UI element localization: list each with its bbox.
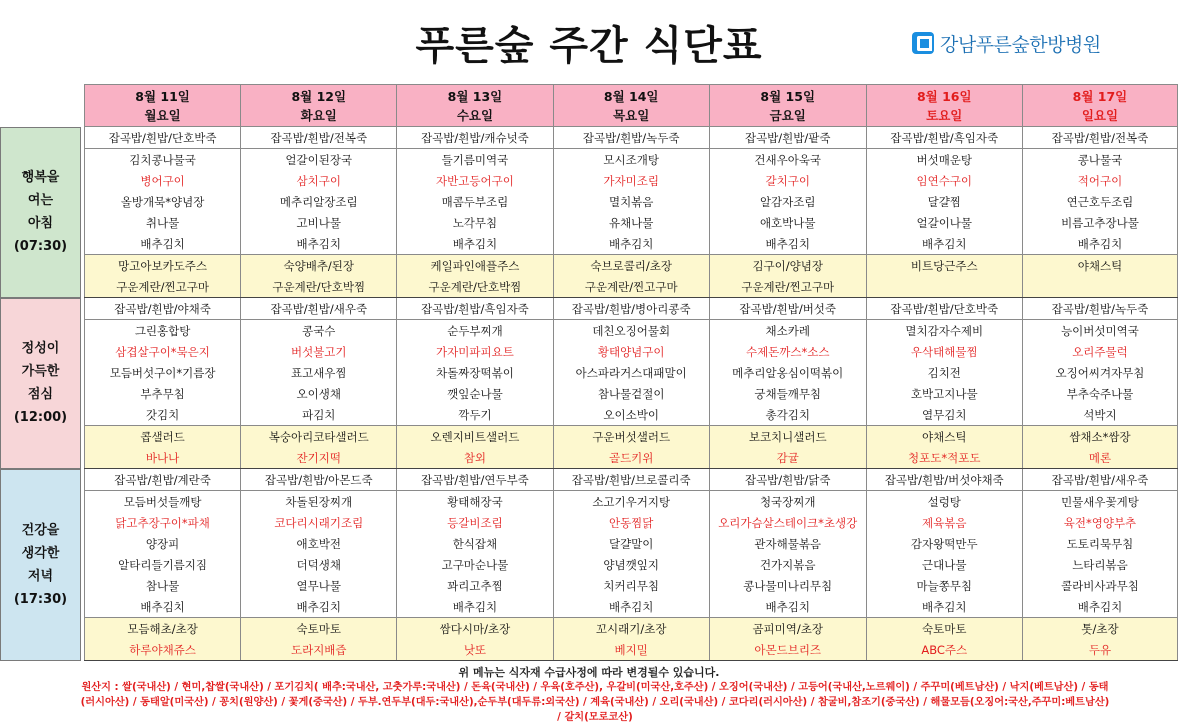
hospital-logo-icon: [912, 32, 934, 54]
menu-cell: 민물새우꽃게탕: [1022, 491, 1177, 513]
day-weekday: 토요일: [926, 107, 963, 123]
menu-cell: 숙토마토: [241, 618, 397, 640]
menu-cell: 자반고등어구이: [397, 170, 553, 191]
meal-label-line: 생각한: [21, 545, 60, 561]
menu-cell: 콩나물국: [1022, 149, 1177, 171]
menu-cell: ABC주스: [866, 639, 1022, 661]
menu-cell: 쌈다시마/초장: [397, 618, 553, 640]
menu-cell: 모시조개탕: [553, 149, 709, 171]
menu-cell: 잡곡밥/흰밥/새우죽: [241, 298, 397, 320]
day-weekday: 일요일: [1081, 107, 1119, 123]
meal-label-line: (17:30): [13, 591, 68, 607]
breakfast-label: [0, 127, 81, 298]
menu-cell: 육전*영양부추: [1022, 512, 1177, 533]
menu-cell: 능이버섯미역국: [1022, 320, 1177, 342]
menu-cell: 도토리묵무침: [1022, 533, 1177, 554]
meal-label-line: 아침: [27, 216, 54, 231]
menu-cell: 등갈비조림: [397, 512, 553, 533]
menu-cell: 그린홍합탕: [85, 320, 241, 342]
menu-cell: 아스파라거스대패말이: [553, 362, 709, 383]
breakfast-row-2: [85, 170, 1178, 191]
lunch-row-6: [85, 426, 1178, 448]
menu-cell: 구운계란/찐고구마: [709, 276, 866, 298]
menu-cell: 양념깻잎지: [553, 554, 709, 575]
breakfast-row-1: [85, 149, 1178, 171]
lunch-row-3: [85, 362, 1178, 383]
menu-cell: 설렁탕: [866, 491, 1022, 513]
meal-label-line: 여는: [27, 193, 54, 208]
menu-cell: 차돌된장찌개: [241, 491, 397, 513]
menu-cell: 구운계란/찐고구마: [553, 276, 709, 298]
menu-cell: 얼갈이된장국: [241, 149, 397, 171]
menu-cell: 알타리들기름지짐: [85, 554, 241, 575]
menu-cell: 멸치볶음: [553, 191, 709, 212]
meal-label-line: 정성이: [21, 341, 60, 356]
menu-cell: 가자미파피요트: [397, 341, 553, 362]
menu-cell: 배추김치: [85, 596, 241, 618]
dinner-row-2: [85, 512, 1178, 533]
meal-label-line: (12:00): [13, 410, 68, 425]
weekly-menu-table: [84, 84, 1178, 661]
menu-cell: 배추김치: [241, 596, 397, 618]
menu-cell: 아몬드브리즈: [709, 639, 866, 661]
day-date: 8월 17일: [1072, 88, 1128, 104]
menu-cell: 케일파인애플주스: [397, 255, 553, 277]
menu-cell: 부추숙주나물: [1022, 383, 1177, 404]
menu-cell: 배추김치: [866, 233, 1022, 255]
menu-cell: 소고기우거지탕: [553, 491, 709, 513]
menu-cell: 오렌지비트샐러드: [397, 426, 553, 448]
menu-cell: 모듬해초/초장: [85, 618, 241, 640]
menu-cell: 배추김치: [397, 596, 553, 618]
menu-cell: 배추김치: [397, 233, 553, 255]
menu-cell: 망고아보카도주스: [85, 255, 241, 277]
dinner-row-7: [85, 618, 1178, 640]
dinner-row-0: [85, 469, 1178, 491]
menu-cell: 닭고추장구이*파채: [85, 512, 241, 533]
lunch-row-2: [85, 341, 1178, 362]
menu-cell: 오리가슴살스테이크*초생강: [709, 512, 866, 533]
menu-cell: 잡곡밥/흰밥/버섯죽: [709, 298, 866, 320]
meal-label-line: 행복을: [21, 170, 60, 185]
menu-cell: 오이소박이: [553, 404, 709, 426]
menu-cell: 청국장찌개: [709, 491, 866, 513]
meal-label-line: 건강을: [21, 522, 60, 538]
menu-cell: 병어구이: [85, 170, 241, 191]
menu-cell: 잡곡밥/흰밥/녹두죽: [553, 127, 709, 149]
menu-cell: 김치전: [866, 362, 1022, 383]
menu-cell: 비름고추장나물: [1022, 212, 1177, 233]
menu-cell: 갓김치: [85, 404, 241, 426]
day-date: 8월 15일: [760, 88, 816, 104]
menu-cell: 김치콩나물국: [85, 149, 241, 171]
dinner-row-1: [85, 491, 1178, 513]
day-header-1: [241, 85, 397, 127]
menu-cell: [866, 276, 1022, 298]
lunch-row-5: [85, 404, 1178, 426]
menu-cell: 총각김치: [709, 404, 866, 426]
menu-cell: 하루야채쥬스: [85, 639, 241, 661]
menu-cell: 잡곡밥/흰밥/브로콜리죽: [553, 469, 709, 491]
day-header-5: [866, 85, 1022, 127]
menu-cell: [1022, 276, 1177, 298]
menu-cell: 삼겹살구이*묵은지: [85, 341, 241, 362]
change-notice: 위 메뉴는 식자재 수급사정에 따라 변경될수 있습니다.: [458, 666, 720, 679]
dinner-row-4: [85, 554, 1178, 575]
menu-cell: 버섯매운탕: [866, 149, 1022, 171]
menu-cell: 잡곡밥/흰밥/닭죽: [709, 469, 866, 491]
menu-cell: 콩나물미나리무침: [709, 575, 866, 596]
menu-cell: 콩국수: [241, 320, 397, 342]
menu-cell: 데친오징어물회: [553, 320, 709, 342]
day-date: 8월 16일: [916, 88, 972, 104]
menu-cell: 감자왕떡만두: [866, 533, 1022, 554]
menu-cell: 취나물: [85, 212, 241, 233]
menu-cell: 구운버섯샐러드: [553, 426, 709, 448]
menu-cell: 채소카레: [709, 320, 866, 342]
menu-cell: 배추김치: [241, 233, 397, 255]
menu-cell: 오징어씨겨자무침: [1022, 362, 1177, 383]
menu-cell: 잡곡밥/흰밥/단호박죽: [85, 127, 241, 149]
menu-cell: 안동찜닭: [553, 512, 709, 533]
menu-cell: 마늘쫑무침: [866, 575, 1022, 596]
menu-cell: 치커리무침: [553, 575, 709, 596]
menu-cell: 잡곡밥/흰밥/단호박죽: [866, 298, 1022, 320]
menu-cell: 골드키위: [553, 447, 709, 469]
menu-cell: 비트당근주스: [866, 255, 1022, 277]
hospital-name: 강남푸른숲한방병원: [940, 33, 1101, 56]
day-weekday: 목요일: [613, 107, 650, 123]
breakfast-row-6: [85, 255, 1178, 277]
meal-label-line: (07:30): [13, 239, 68, 254]
menu-cell: 잡곡밥/흰밥/흑임자죽: [866, 127, 1022, 149]
menu-cell: 숙토마토: [866, 618, 1022, 640]
menu-cell: 잡곡밥/흰밥/아몬드죽: [241, 469, 397, 491]
menu-cell: 애호박나물: [709, 212, 866, 233]
menu-cell: 차돌짜장떡볶이: [397, 362, 553, 383]
breakfast-row-4: [85, 212, 1178, 233]
menu-cell: 노각무침: [397, 212, 553, 233]
menu-cell: 관자해물볶음: [709, 533, 866, 554]
lunch-row-1: [85, 320, 1178, 342]
menu-cell: 한식잡채: [397, 533, 553, 554]
menu-cell: 버섯불고기: [241, 341, 397, 362]
menu-cell: 열무김치: [866, 404, 1022, 426]
breakfast-row-0: [85, 127, 1178, 149]
lunch-row-0: [85, 298, 1178, 320]
menu-cell: 매콤두부조림: [397, 191, 553, 212]
menu-cell: 메추리알장조림: [241, 191, 397, 212]
breakfast-row-3: [85, 191, 1178, 212]
menu-cell: 바나나: [85, 447, 241, 469]
menu-body: [85, 127, 1178, 661]
day-date: 8월 11일: [135, 88, 190, 104]
menu-cell: 참외: [397, 447, 553, 469]
menu-cell: 꽈리고추찜: [397, 575, 553, 596]
menu-cell: 숙브로콜리/초장: [553, 255, 709, 277]
menu-cell: 꼬시래기/초장: [553, 618, 709, 640]
menu-cell: 잡곡밥/흰밥/새우죽: [1022, 469, 1177, 491]
menu-cell: 임연수구이: [866, 170, 1022, 191]
dinner-label: [0, 469, 81, 661]
menu-cell: 수제돈까스*소스: [709, 341, 866, 362]
meal-label-line: 가득한: [21, 364, 60, 379]
menu-cell: 배추김치: [709, 596, 866, 618]
menu-cell: 숙양배추/된장: [241, 255, 397, 277]
menu-cell: 부추무침: [85, 383, 241, 404]
menu-cell: 더덕생채: [241, 554, 397, 575]
menu-cell: 모듬버섯구이*기름장: [85, 362, 241, 383]
page-title: 푸른숲 주간 식단표: [415, 23, 763, 69]
menu-cell: 알감자조림: [709, 191, 866, 212]
menu-cell: 황태양념구이: [553, 341, 709, 362]
menu-cell: 적어구이: [1022, 170, 1177, 191]
menu-cell: 잡곡밥/흰밥/전복죽: [1022, 127, 1177, 149]
menu-cell: 달걀말이: [553, 533, 709, 554]
menu-cell: 콥샐러드: [85, 426, 241, 448]
menu-cell: 고구마순나물: [397, 554, 553, 575]
menu-cell: 들기름미역국: [397, 149, 553, 171]
menu-cell: 배추김치: [1022, 596, 1177, 618]
menu-cell: 배추김치: [553, 233, 709, 255]
menu-cell: 쌈채소*쌈장: [1022, 426, 1177, 448]
menu-cell: 잡곡밥/흰밥/병아리콩죽: [553, 298, 709, 320]
menu-cell: 우삭태해물찜: [866, 341, 1022, 362]
menu-cell: 복숭아리코타샐러드: [241, 426, 397, 448]
menu-cell: 파김치: [241, 404, 397, 426]
meal-label-line: 저녁: [27, 568, 54, 584]
menu-cell: 삼치구이: [241, 170, 397, 191]
menu-cell: 호박고지나물: [866, 383, 1022, 404]
menu-cell: 두유: [1022, 639, 1177, 661]
menu-cell: 표고새우찜: [241, 362, 397, 383]
menu-cell: 달걀찜: [866, 191, 1022, 212]
menu-cell: 곰피미역/초장: [709, 618, 866, 640]
menu-cell: 석박지: [1022, 404, 1177, 426]
day-header-row: [85, 85, 1178, 127]
menu-cell: 배추김치: [553, 596, 709, 618]
menu-cell: 배추김치: [1022, 233, 1177, 255]
menu-cell: 잡곡밥/흰밥/팥죽: [709, 127, 866, 149]
day-date: 8월 14일: [603, 88, 659, 104]
menu-cell: 깻잎순나물: [397, 383, 553, 404]
dinner-row-5: [85, 575, 1178, 596]
day-date: 8월 13일: [447, 88, 503, 104]
menu-cell: 가자미조림: [553, 170, 709, 191]
menu-cell: 갈치구이: [709, 170, 866, 191]
day-header-6: [1022, 85, 1177, 127]
menu-cell: 배추김치: [709, 233, 866, 255]
lunch-row-4: [85, 383, 1178, 404]
menu-cell: 톳/초장: [1022, 618, 1177, 640]
menu-cell: 궁채들깨무침: [709, 383, 866, 404]
menu-cell: 잡곡밥/흰밥/계란죽: [85, 469, 241, 491]
dinner-row-3: [85, 533, 1178, 554]
menu-cell: 코다리시래기조림: [241, 512, 397, 533]
day-weekday: 금요일: [769, 107, 806, 123]
menu-cell: 배추김치: [866, 596, 1022, 618]
menu-cell: 도라지배즙: [241, 639, 397, 661]
menu-cell: 낫또: [397, 639, 553, 661]
day-header-3: [553, 85, 709, 127]
menu-cell: 감귤: [709, 447, 866, 469]
hospital-logo: [912, 29, 1101, 57]
menu-cell: 잡곡밥/흰밥/버섯야채죽: [866, 469, 1022, 491]
day-weekday: 월요일: [144, 107, 181, 123]
day-header-2: [397, 85, 553, 127]
menu-cell: 잡곡밥/흰밥/캐슈넛죽: [397, 127, 553, 149]
menu-cell: 참나물: [85, 575, 241, 596]
menu-cell: 건가지볶음: [709, 554, 866, 575]
menu-cell: 오이생채: [241, 383, 397, 404]
day-header-0: [85, 85, 241, 127]
menu-cell: 메론: [1022, 447, 1177, 469]
day-date: 8월 12일: [291, 88, 347, 104]
breakfast-row-7: [85, 276, 1178, 298]
meal-label-line: 점심: [27, 387, 54, 402]
day-header-4: [709, 85, 866, 127]
lunch-row-7: [85, 447, 1178, 469]
menu-cell: 잡곡밥/흰밥/전복죽: [241, 127, 397, 149]
menu-cell: 배추김치: [85, 233, 241, 255]
dinner-row-8: [85, 639, 1178, 661]
menu-cell: 열무나물: [241, 575, 397, 596]
menu-cell: 깍두기: [397, 404, 553, 426]
menu-cell: 멸치감자수제비: [866, 320, 1022, 342]
menu-cell: 야채스틱: [1022, 255, 1177, 277]
menu-cell: 황태해장국: [397, 491, 553, 513]
menu-cell: 구운계란/단호박찜: [397, 276, 553, 298]
menu-cell: 올방개묵*양념장: [85, 191, 241, 212]
breakfast-row-5: [85, 233, 1178, 255]
menu-cell: 오리주물럭: [1022, 341, 1177, 362]
menu-cell: 얼갈이나물: [866, 212, 1022, 233]
menu-cell: 베지밀: [553, 639, 709, 661]
menu-cell: 제육볶음: [866, 512, 1022, 533]
menu-cell: 느타리볶음: [1022, 554, 1177, 575]
dinner-row-6: [85, 596, 1178, 618]
menu-cell: 잡곡밥/흰밥/녹두죽: [1022, 298, 1177, 320]
menu-cell: 모듬버섯들깨탕: [85, 491, 241, 513]
menu-cell: 콜라비사과무침: [1022, 575, 1177, 596]
menu-cell: 잡곡밥/흰밥/야채죽: [85, 298, 241, 320]
menu-cell: 야채스틱: [866, 426, 1022, 448]
menu-cell: 고비나물: [241, 212, 397, 233]
menu-cell: 건새우아욱국: [709, 149, 866, 171]
origin-info: 원산지 : 쌀(국내산) / 현미,찹쌀(국내산) / 포기김치( 배추:국내산, 고춧가루:국내산) / 돈육(국내산) / 우육(호주산), 우갈비(미국산,호주산) / 오징어(국내산) / 고등어(국내산,노르웨이) / 주꾸미(베트남산) / 낙지(베트남산) / 동태(러시아산) / 동태알(미국산) / 꽁치(원양산) / 꽃게(중국산) / 두부.연두부(대두:국내산),순두부(대두류:외국산) / 계육(국내산) / 오리(국내산) / 코다리(러시아산) / 참굴비,참조기(중국산) / 해물모듬(오징어:국산,주꾸미:베트남산) / 갈치(모로코산): [80, 682, 1110, 723]
day-weekday: 수요일: [456, 107, 494, 123]
lunch-label: [0, 298, 81, 469]
menu-cell: 잔기지떡: [241, 447, 397, 469]
menu-cell: 참나물겉절이: [553, 383, 709, 404]
menu-cell: 구운계란/찐고구마: [85, 276, 241, 298]
menu-cell: 청포도*적포도: [866, 447, 1022, 469]
menu-cell: 순두부찌개: [397, 320, 553, 342]
menu-cell: 근대나물: [866, 554, 1022, 575]
menu-cell: 잡곡밥/흰밥/연두부죽: [397, 469, 553, 491]
menu-cell: 김구이/양념장: [709, 255, 866, 277]
menu-cell: 유채나물: [553, 212, 709, 233]
menu-cell: 구운계란/단호박찜: [241, 276, 397, 298]
menu-cell: 잡곡밥/흰밥/흑임자죽: [397, 298, 553, 320]
menu-cell: 메추리알옹심이떡볶이: [709, 362, 866, 383]
menu-cell: 연근호두조림: [1022, 191, 1177, 212]
menu-cell: 애호박전: [241, 533, 397, 554]
menu-cell: 보코치니샐러드: [709, 426, 866, 448]
menu-cell: 양장피: [85, 533, 241, 554]
day-weekday: 화요일: [300, 107, 337, 123]
